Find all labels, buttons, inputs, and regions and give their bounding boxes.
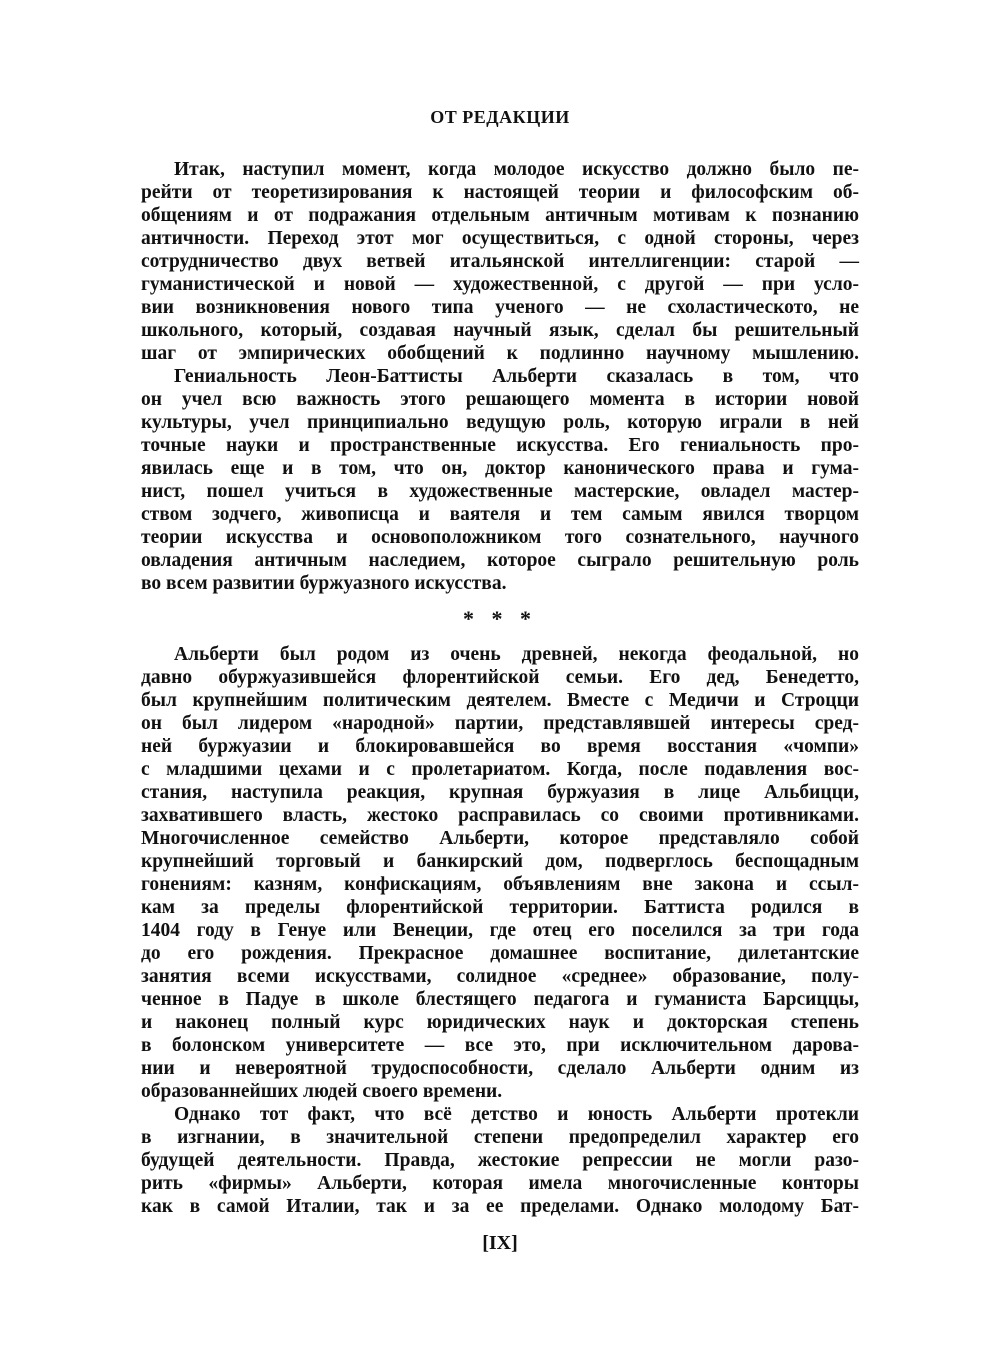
text-line: рить «фирмы» Альберти, которая имела многочисленные конторы bbox=[141, 1173, 859, 1194]
text-line: занятия всеми искусствами, солидное «среднее» образование, полу- bbox=[141, 966, 859, 987]
text-line: ней буржуазии и блокировавшейся во время восстания «чомпи» bbox=[141, 736, 859, 757]
text-line: захватившего власть, жестоко расправилась со своими противниками. bbox=[141, 805, 859, 826]
page-number: [IX] bbox=[482, 1232, 518, 1254]
text-line: стания, наступила реакция, крупная буржуазия в лице Альбицци, bbox=[141, 782, 859, 803]
text-line: образованнейших людей своего времени. bbox=[141, 1081, 503, 1102]
text-line: Многочисленное семейство Альберти, которое представляло собой bbox=[141, 828, 859, 849]
text-line: ством зодчего, живописца и ваятеля и тем самым явился творцом bbox=[141, 504, 859, 525]
section-intro bbox=[141, 158, 859, 595]
text-line: в болонском университете — все это, при исключительном дарова- bbox=[141, 1035, 859, 1056]
page-title: ОТ РЕДАКЦИИ bbox=[430, 107, 570, 127]
text-line: до его рождения. Прекрасное домашнее воспитание, дилетантские bbox=[141, 943, 859, 964]
text-line: в изгнании, в значительной степени предопределил характер его bbox=[141, 1127, 859, 1148]
text-line: гуманистической и новой — художественной, с другой — при усло- bbox=[141, 274, 859, 295]
text-line: шаг от эмпирических обобщений к подлинно научному мышлению. bbox=[141, 343, 859, 364]
section-separator: * * * bbox=[463, 606, 537, 631]
text-line: 1404 году в Генуе или Венеции, где отец его поселился за три года bbox=[141, 920, 859, 941]
text-line: вии возникновения нового типа ученого — не схоластическото, не bbox=[141, 297, 859, 318]
text-line: крупнейший торговый и банкирский дом, подверглось беспощадным bbox=[141, 851, 859, 872]
text-line: он учел всю важность этого решающего момента в истории новой bbox=[141, 389, 859, 410]
text-line: общениям и от подражания отдельным античным мотивам к познанию bbox=[141, 205, 859, 226]
text-line: ченное в Падуе в школе блестящего педагога и гуманиста Барсиццы, bbox=[141, 989, 859, 1010]
text-line: был крупнейшим политическим деятелем. Вместе с Медичи и Строцци bbox=[141, 690, 859, 711]
text-line: Итак, наступил момент, когда молодое искусство должно было пе- bbox=[174, 159, 859, 180]
text-line: нист, пошел учиться в художественные мастерские, овладел мастер- bbox=[141, 481, 859, 502]
text-line: кам за пределы флорентийской территории. Баттиста родился в bbox=[141, 897, 859, 918]
text-line: давно обуржуазившейся флорентийской семьи. Его дед, Бенедетто, bbox=[141, 667, 859, 688]
text-line: нии и невероятной трудоспособности, сделало Альберти одним из bbox=[141, 1058, 859, 1079]
text-line: теории искусства и основоположником того сознательного, научного bbox=[141, 527, 859, 548]
text-line: гонениям: казням, конфискациям, объявлениям вне закона и ссыл- bbox=[141, 874, 859, 895]
text-line: он был лидером «народной» партии, представлявшей интересы сред- bbox=[141, 713, 859, 734]
section-biography bbox=[141, 643, 859, 1218]
text-line: с младшими цехами и с пролетариатом. Когда, после подавления вос- bbox=[141, 759, 859, 780]
document-page bbox=[141, 0, 859, 1365]
text-line: рейти от теоретизирования к настоящей теории и философским об- bbox=[141, 182, 859, 203]
text-line: овладения античным наследием, которое сыграло решительную роль bbox=[141, 550, 859, 571]
text-line: явилась еще и в том, что он, доктор канонического права и гума- bbox=[141, 458, 859, 479]
text-line: будущей деятельности. Правда, жестокие репрессии не могли разо- bbox=[141, 1150, 859, 1171]
text-line: и наконец полный курс юридических наук и докторская степень bbox=[141, 1012, 859, 1033]
text-line: античности. Переход этот мог осуществиться, с одной стороны, через bbox=[141, 228, 859, 249]
text-line: Альберти был родом из очень древней, некогда феодальной, но bbox=[174, 644, 859, 665]
text-line: сотрудничество двух ветвей итальянской интеллигенции: старой — bbox=[141, 251, 859, 272]
text-line: во всем развитии буржуазного искусства. bbox=[141, 573, 507, 594]
text-line: как в самой Италии, так и за ее пределами. Однако молодому Бат- bbox=[141, 1196, 859, 1217]
text-line: Гениальность Леон-Баттисты Альберти сказалась в том, что bbox=[174, 366, 859, 387]
text-line: культуры, учел принципиально ведущую роль, которую играли в ней bbox=[141, 412, 859, 433]
text-line: точные науки и пространственные искусства. Его гениальность про- bbox=[141, 435, 859, 456]
text-line: школьного, который, создавая научный язык, сделал бы решительный bbox=[141, 320, 859, 341]
text-line: Однако тот факт, что всё детство и юность Альберти протекли bbox=[174, 1104, 859, 1125]
